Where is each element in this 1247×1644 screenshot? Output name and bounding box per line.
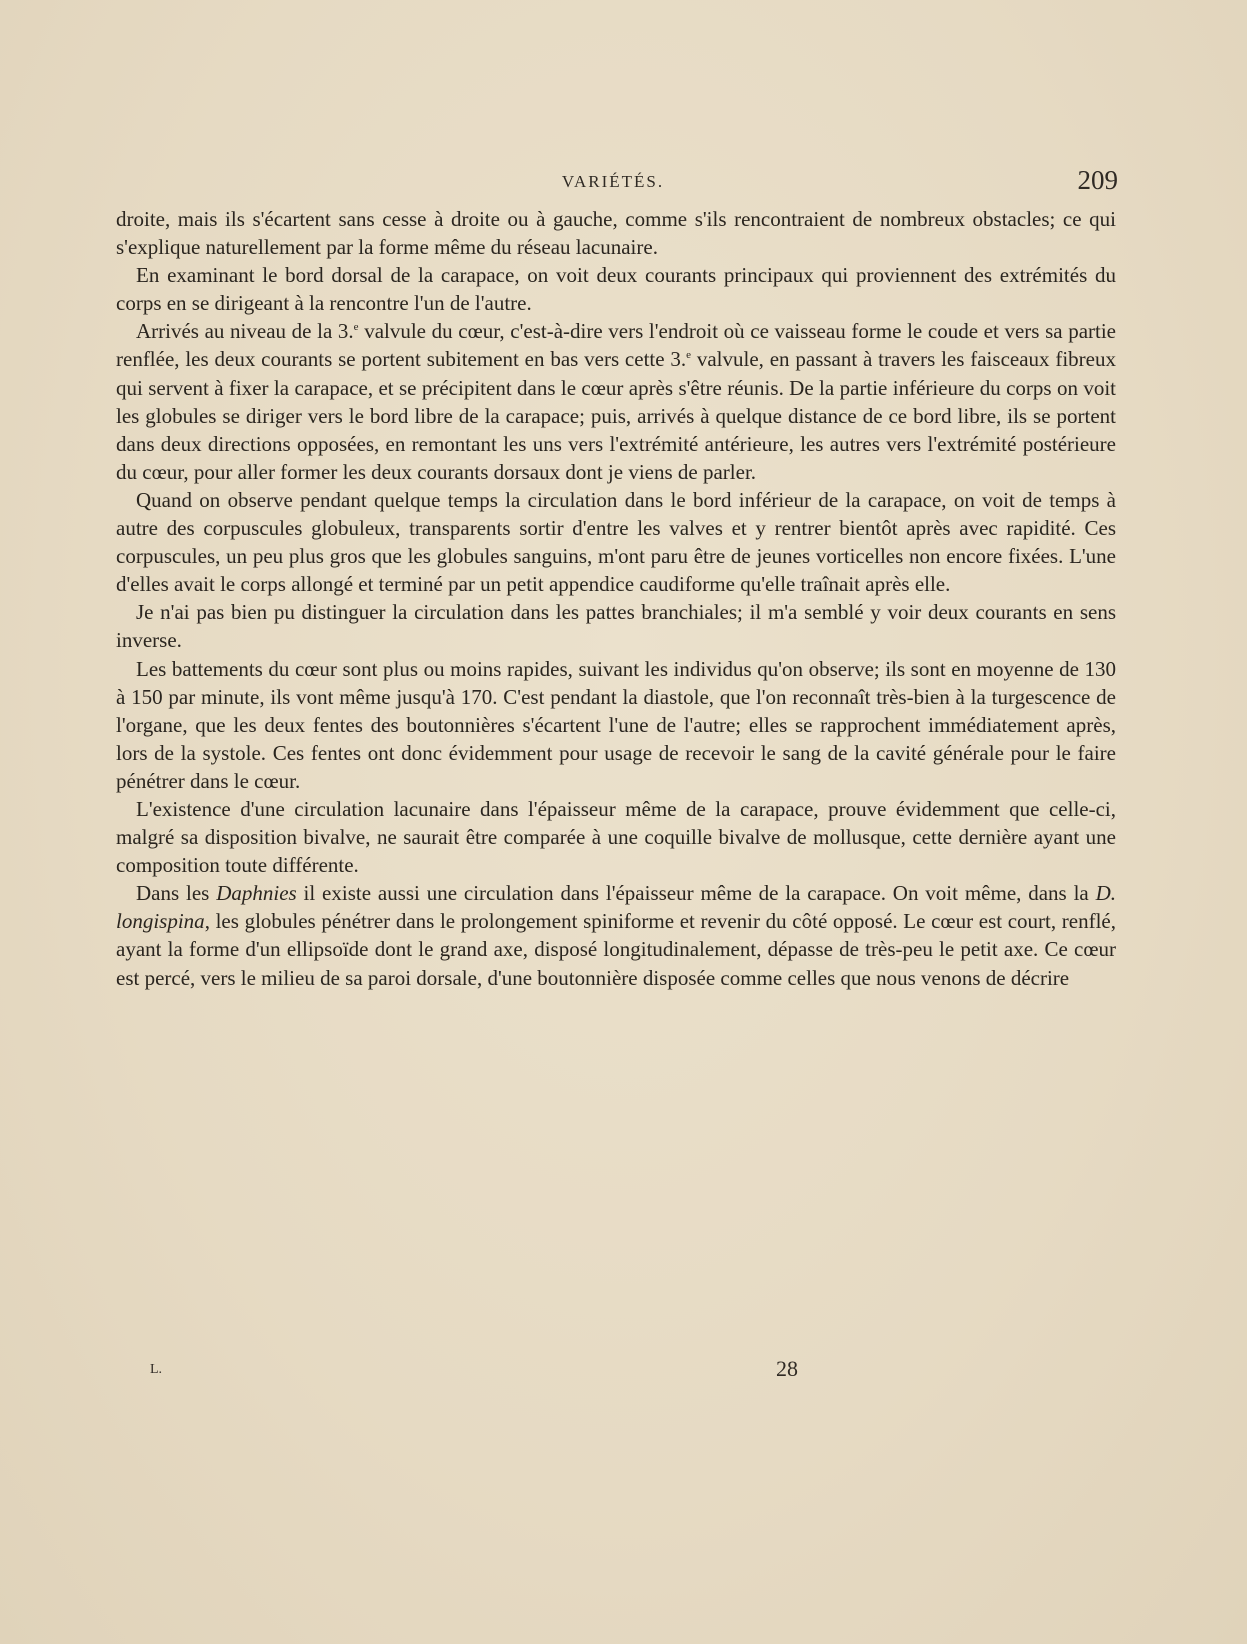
italic-species-name: D. longispina [116, 881, 1116, 934]
paragraph-2: En examinant le bord dorsal de la carapace, on voit deux courants principaux qui proviennent des extrémités du corps en se dirigeant à la rencontre l'un de l'autre. [116, 263, 1116, 316]
paragraph-3 [116, 317, 1116, 486]
italic-genus-name: Daphnies [216, 881, 297, 906]
running-title: VARIÉTÉS. [561, 172, 665, 191]
paragraph-4: Quand on observe pendant quelque temps la circulation dans le bord inférieur de la carapace, on voit de temps à autre des corpuscules globuleux, transparents sortir d'entre les valves et y rentrer bientôt après avec rapidité. Ces corpuscules, un peu plus gros que les globules sanguins, m'ont paru être de jeunes vorticelles non encore fixées. L'une d'elles avait le corps allongé et terminé par un petit appendice caudiforme qu'elle traînait après elle. [116, 487, 1116, 597]
paragraph-8 [116, 879, 1116, 991]
paragraph-3-part-b: valvule du cœur, c'est-à-dire vers l'endroit où ce vaisseau forme le coude et vers sa partie renflée, les deux courants se portent subitement en bas vers cette 3. [116, 319, 1116, 372]
paragraph-3-part-c: valvule, en passant à travers les faisceaux fibreux qui servent à fixer la carapace, et se précipitent dans le cœur après s'être réunis. De la partie inférieure du corps on voit les globules se diriger vers le bord libre de la carapace; puis, arrivés à quelque distance de ce bord libre, ils se portent dans deux directions opposées, en remontant les uns vers l'extrémité antérieure, les autres vers l'extrémité postérieure du cœur, pour aller former les deux courants dorsaux dont je viens de parler. [116, 347, 1116, 484]
paragraph-5: Je n'ai pas bien pu distinguer la circulation dans les pattes branchiales; il m'a semblé y voir deux courants en sens inverse. [116, 600, 1116, 653]
superscript-e: e [686, 349, 692, 362]
page-number: 209 [1077, 165, 1118, 195]
paragraph-3-part-a: Arrivés au niveau de la 3. [136, 319, 354, 344]
page-footer [150, 1356, 810, 1386]
paragraph-1: droite, mais ils s'écartent sans cesse à droite ou à gauche, comme s'ils rencontraient de nombreux obstacles; ce qui s'explique naturellement par la forme même du réseau lacunaire. [116, 207, 1116, 260]
superscript-e: e [353, 321, 359, 334]
sheet-number: 28 [776, 1356, 798, 1381]
paragraph-8-part-c: , les globules pénétrer dans le prolongement spiniforme et revenir du côté opposé. Le cœur est court, renflé, ayant la forme d'un ellipsoïde dont le grand axe, disposé longitudinalement, dépasse de très-peu le petit axe. Ce cœur est percé, vers le milieu de sa paroi dorsale, d'une boutonnière disposée comme celles que nous venons de décrire [116, 909, 1116, 990]
body-text [116, 205, 1116, 992]
running-head [108, 167, 1118, 207]
paragraph-6: Les battements du cœur sont plus ou moins rapides, suivant les individus qu'on observe; ils sont en moyenne de 130 à 150 par minute, ils vont même jusqu'à 170. C'est pendant la diastole, que l'on reconnaît très-bien à la turgescence de l'organe, que les deux fentes des boutonnières s'écartent l'une de l'autre; elles se rapprochent immédiatement après, lors de la systole. Ces fentes ont donc évidemment pour usage de recevoir le sang de la cavité générale pour le faire pénétrer dans le cœur. [116, 656, 1116, 793]
paragraph-8-part-b: il existe aussi une circulation dans l'épaisseur même de la carapace. On voit même, dans la [296, 881, 1096, 906]
paragraph-7: L'existence d'une circulation lacunaire dans l'épaisseur même de la carapace, prouve évidemment que celle-ci, malgré sa disposition bivalve, ne saurait être comparée à une coquille bivalve de mollusque, cette dernière ayant une composition toute différente. [116, 796, 1116, 878]
signature-mark: L. [150, 1362, 163, 1377]
paragraph-8-part-a: Dans les [136, 881, 217, 906]
